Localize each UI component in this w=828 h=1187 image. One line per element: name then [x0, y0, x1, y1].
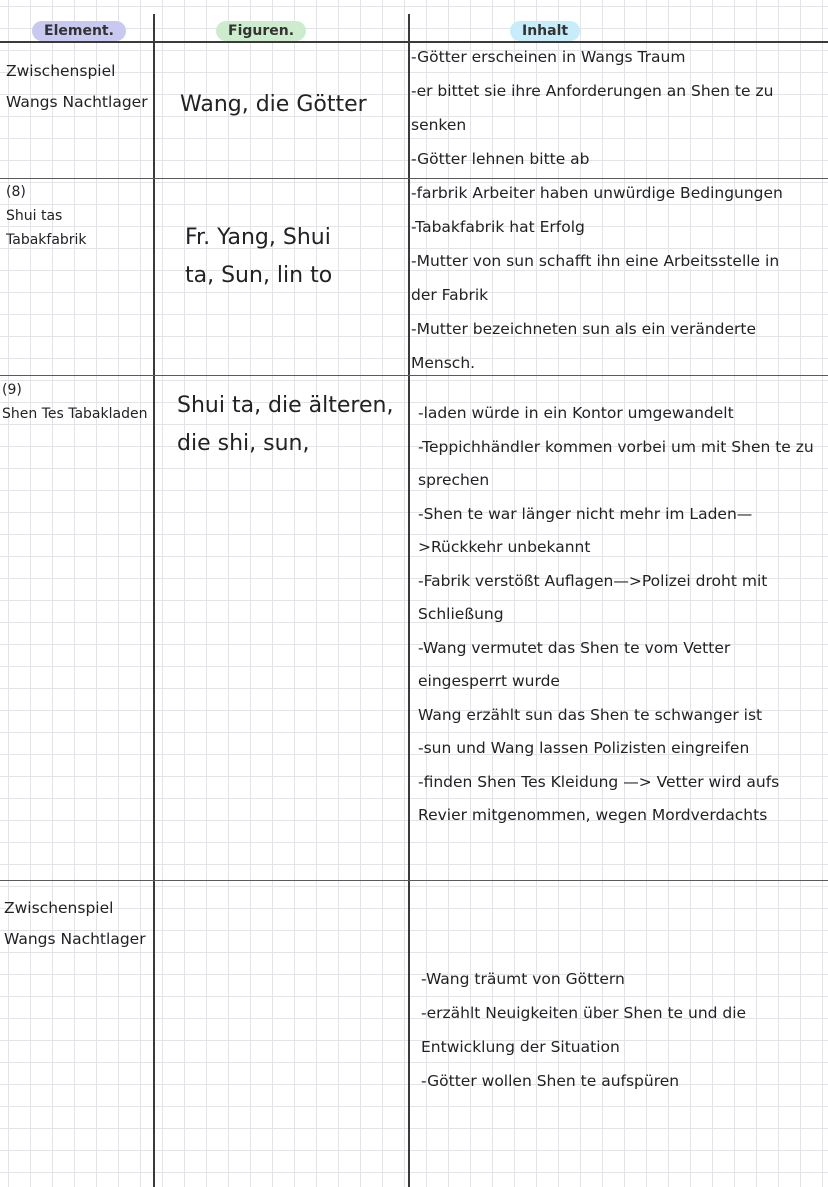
row-1-inhalt — [411, 40, 773, 176]
inhalt-line: -Wang träumt von Göttern — [421, 970, 625, 988]
inhalt-line: Wang erzählt sun das Shen te schwanger ist — [418, 705, 763, 724]
element-line: (8) — [6, 184, 26, 200]
row-2-inhalt — [411, 176, 783, 380]
inhalt-line: sprechen — [418, 471, 490, 489]
inhalt-line: -Götter erscheinen in Wangs Traum — [411, 48, 686, 66]
header-inhalt: Inhalt — [510, 21, 580, 41]
inhalt-line: -Shen te war länger nicht mehr im Laden— — [418, 504, 753, 523]
inhalt-line: Schließung — [418, 605, 504, 623]
figuren-line: ta, Sun, lin to — [185, 263, 333, 288]
row-3-element — [2, 378, 147, 426]
figuren-line: Fr. Yang, Shui — [185, 225, 331, 250]
header-element: Element. — [32, 21, 126, 41]
inhalt-line: -sun und Wang lassen Polizisten eingreifen — [418, 739, 750, 757]
column-divider-2 — [408, 14, 410, 1187]
element-line: Zwischenspiel — [6, 62, 116, 80]
row-3-figuren — [177, 387, 393, 463]
inhalt-line: -Wang vermutet das Shen te vom Vetter — [418, 638, 731, 657]
inhalt-line: Revier mitgenommen, wegen Mordverdachts — [418, 806, 768, 824]
inhalt-line: -Fabrik verstößt Auflagen—>Polizei droht mit — [418, 571, 768, 590]
inhalt-line: -laden würde in ein Kontor umgewandelt — [418, 404, 734, 422]
element-line: Zwischenspiel — [4, 899, 114, 917]
row-4-element — [4, 893, 146, 955]
row-1-figuren — [180, 86, 367, 124]
row-1-element — [6, 56, 148, 118]
figuren-line: Wang, die Götter — [180, 92, 367, 117]
element-line: Tabakfabrik — [6, 232, 87, 248]
element-line: (9) — [2, 382, 22, 398]
element-line: Wangs Nachtlager — [4, 930, 146, 948]
row-3-inhalt — [418, 397, 814, 833]
inhalt-line: -erzählt Neuigkeiten über Shen te und die — [421, 1004, 747, 1022]
row-4-inhalt — [421, 962, 746, 1098]
column-divider-1 — [153, 14, 155, 1187]
header-figuren: Figuren. — [216, 21, 306, 41]
inhalt-line: -Götter wollen Shen te aufspüren — [421, 1072, 680, 1090]
figuren-line: Shui ta, die älteren, — [177, 393, 394, 418]
element-line: Wangs Nachtlager — [6, 93, 148, 111]
inhalt-line: -Tabakfabrik hat Erfolg — [411, 218, 585, 236]
inhalt-line: -Mutter bezeichneten sun als ein veränderte — [411, 320, 757, 338]
inhalt-line: Mensch. — [411, 354, 476, 372]
inhalt-line: -finden Shen Tes Kleidung —> Vetter wird aufs — [418, 772, 780, 791]
inhalt-line: -Götter lehnen bitte ab — [411, 150, 590, 168]
inhalt-line: senken — [411, 116, 467, 134]
row-divider-3 — [0, 880, 828, 881]
figuren-line: die shi, sun, — [177, 431, 310, 456]
inhalt-line: -Mutter von sun schafft ihn eine Arbeitsstelle in — [411, 252, 780, 270]
inhalt-line: eingesperrt wurde — [418, 672, 560, 690]
element-line: Shui tas — [6, 208, 63, 224]
inhalt-line: der Fabrik — [411, 286, 489, 304]
inhalt-line: -Teppichhändler kommen vorbei um mit Shen te zu — [418, 437, 814, 456]
inhalt-line: -er bittet sie ihre Anforderungen an Shen te zu — [411, 82, 774, 100]
row-2-element — [6, 180, 87, 252]
inhalt-line: >Rückkehr unbekannt — [418, 538, 591, 556]
inhalt-line: -farbrik Arbeiter haben unwürdige Bedingungen — [411, 184, 783, 202]
element-line: Shen Tes Tabakladen — [2, 406, 148, 422]
inhalt-line: Entwicklung der Situation — [421, 1038, 620, 1056]
row-2-figuren — [185, 219, 332, 295]
